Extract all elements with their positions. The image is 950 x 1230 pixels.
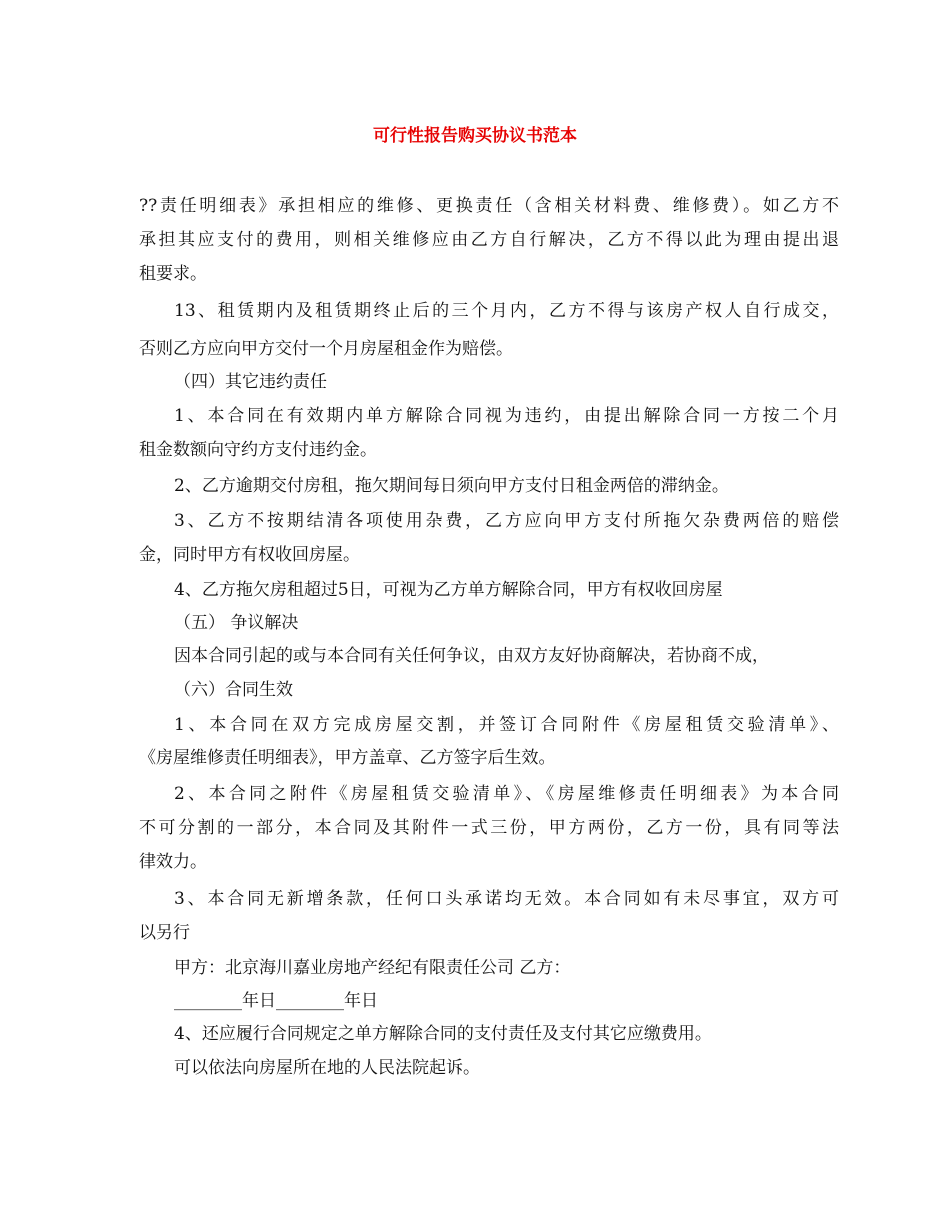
section-heading: （四）其它违约责任: [174, 372, 327, 392]
text-line: 租要求。: [139, 264, 207, 284]
text-line: 4、还应履行合同规定之单方解除合同的支付责任及支付其它应缴费用。: [174, 1024, 712, 1044]
signature-parties-line: 甲方：北京海川嘉业房地产经纪有限责任公司 乙方：: [174, 958, 571, 978]
text-line: 金，同时甲方有权收回房屋。: [139, 545, 360, 565]
text-line: 13、租赁期内及租赁期终止后的三个月内，乙方不得与该房产权人自行成交，: [174, 301, 839, 321]
text-line: 以另行: [139, 923, 190, 943]
text-line: 1、本合同在双方完成房屋交割，并签订合同附件《房屋租赁交验清单》、: [174, 715, 839, 735]
text-line: 否则乙方应向甲方交付一个月房屋租金作为赔偿。: [139, 339, 513, 359]
document-title: 可行性报告购买协议书范本: [373, 126, 577, 146]
text-line: 承担其应支付的费用，则相关维修应由乙方自行解决，乙方不得以此为理由提出退: [139, 230, 839, 250]
text-line: 不可分割的一部分，本合同及其附件一式三份，甲方两份，乙方一份，具有同等法: [139, 818, 839, 838]
text-line: 3、本合同无新增条款，任何口头承诺均无效。本合同如有未尽事宜，双方可: [174, 889, 839, 909]
signature-date-line: ________年日________年日: [174, 991, 378, 1011]
text-line: 2、本合同之附件《房屋租赁交验清单》、《房屋维修责任明细表》为本合同: [174, 784, 839, 804]
text-line: 3、乙方不按期结清各项使用杂费，乙方应向甲方支付所拖欠杂费两倍的赔偿: [174, 511, 839, 531]
text-line: 租金数额向守约方支付违约金。: [139, 440, 377, 460]
text-line: 2、乙方逾期交付房租，拖欠期间每日须向甲方支付日租金两倍的滞纳金。: [174, 476, 729, 496]
section-heading: （五） 争议解决: [174, 613, 299, 633]
text-line: ??责任明细表》承担相应的维修、更换责任（含相关材料费、维修费）。如乙方不: [139, 196, 839, 216]
text-line: 律效力。: [139, 852, 207, 872]
text-line: 因本合同引起的或与本合同有关任何争议，由双方友好协商解决，若协商不成，: [174, 646, 769, 666]
text-line: 《房屋维修责任明细表》，甲方盖章、乙方签字后生效。: [139, 748, 556, 768]
section-heading: （六）合同生效: [174, 680, 293, 700]
text-line: 1、本合同在有效期内单方解除合同视为违约，由提出解除合同一方按二个月: [174, 406, 839, 426]
text-line: 可以依法向房屋所在地的人民法院起诉。: [174, 1058, 480, 1078]
text-line: 4、乙方拖欠房租超过5日，可视为乙方单方解除合同，甲方有权收回房屋: [174, 580, 723, 600]
